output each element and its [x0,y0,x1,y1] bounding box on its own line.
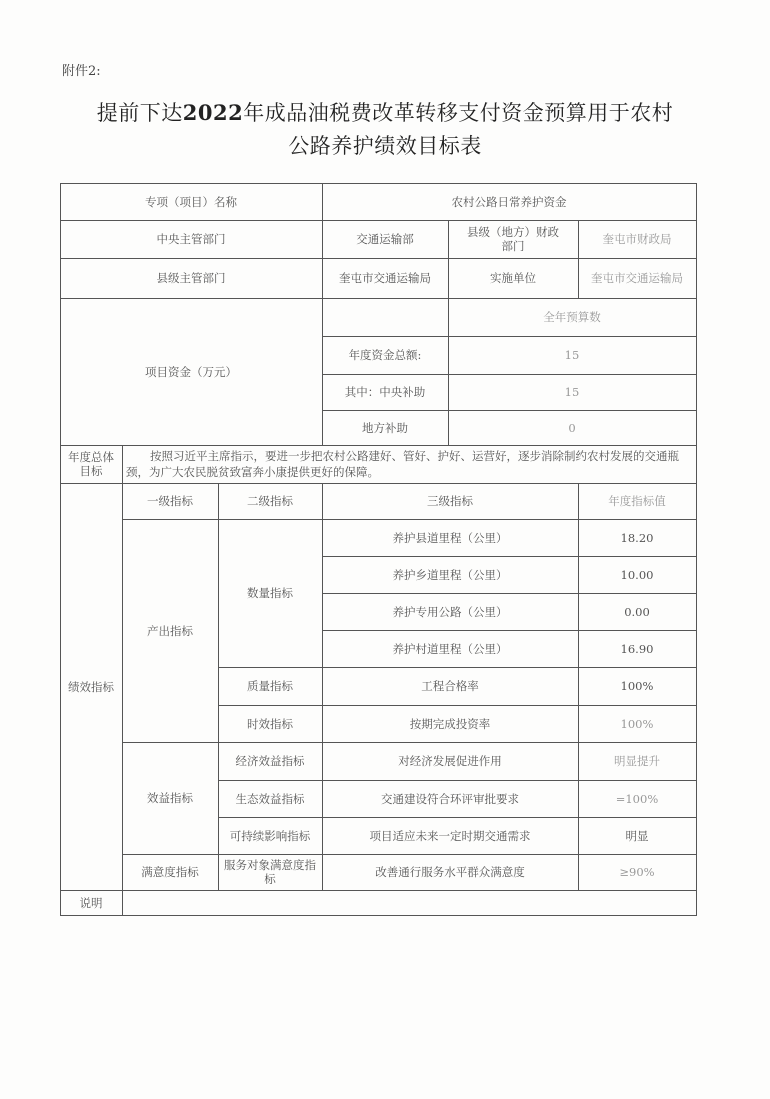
benefit-row-value: =100% [615,791,659,806]
title-line1-rest: 年成品油税费改革转移支付资金预算用于农村 [243,101,674,125]
satisfaction-value: ≥90% [619,865,655,879]
county-dept-value: 奎屯市交通运输局 [339,271,431,285]
header-level1: 一级指标 [147,494,193,508]
quantity-row-value: 16.90 [620,641,654,656]
county-finance-label: 县级（地方）财政部门 [467,225,559,253]
benefit-sub-label: 可持续影响指标 [229,828,311,843]
title-year: 2022 [182,100,244,125]
funds-label: 项目资金（万元） [145,364,237,379]
time-name: 按期完成投资率 [409,716,491,731]
benefit-sub-label: 经济效益指标 [235,754,305,768]
quantity-label: 数量指标 [247,586,293,600]
title-prefix: 提前下达 [96,101,183,125]
quantity-row-value: 18.20 [620,530,654,545]
quantity-row-value: 10.00 [620,567,654,582]
impl-unit-label: 实施单位 [490,271,536,285]
benefit-label: 效益指标 [147,791,193,805]
funds-total-label: 年度资金总额: [348,348,422,362]
benefit-row-name: 对经济发展促进作用 [398,754,502,768]
funds-header: 全年预算数 [543,310,601,324]
quantity-row-name: 养护县道里程（公里） [392,530,508,545]
attachment-label: 附件2: [62,64,101,79]
time-label: 时效指标 [247,716,293,731]
output-label: 产出指标 [147,623,193,638]
time-value: 100% [620,716,654,731]
title-line-2: 公路养护绩效目标表 [288,134,482,158]
benefit-row-name: 交通建设符合环评审批要求 [381,791,519,806]
funds-local-value: 0 [568,420,576,435]
funds-total-value: 15 [564,348,580,362]
benefit-sub-label: 生态效益指标 [235,791,305,806]
funds-central-label: 其中：中央补助 [344,385,426,399]
impl-unit-value: 奎屯市交通运输局 [591,271,683,285]
quantity-row-name: 养护村道里程（公里） [392,641,508,656]
header-level2: 二级指标 [247,494,293,508]
benefit-row-value: 明显 [625,828,649,843]
county-finance-value: 奎屯市财政局 [602,232,672,246]
note-label: 说明 [79,895,103,910]
project-name-value: 农村公路日常养护资金 [451,194,567,209]
quality-value: 100% [620,679,654,693]
quality-label: 质量指标 [247,679,293,693]
funds-local-label: 地方补助 [362,420,408,435]
central-dept-value: 交通运输部 [356,232,414,246]
benefit-row-name: 项目适应未来一定时期交通需求 [369,828,531,843]
quality-name: 工程合格率 [421,679,479,693]
satisfaction-label: 满意度指标 [141,865,199,879]
satisfaction-name: 改善通行服务水平群众满意度 [375,865,525,879]
header-target: 年度指标值 [608,494,666,508]
perf-label: 绩效指标 [68,679,114,694]
central-dept-label: 中央主管部门 [156,232,226,246]
quantity-row-value: 0.00 [624,604,650,619]
annual-goal-text: 按照习近平主席指示，要进一步把农村公路建好、管好、护好、运营好，逐步消除制约农村发展的交通瓶颈，为广大农民脱贫致富奔小康提供更好的保障。 [126,449,679,479]
quantity-row-name: 养护乡道里程（公里） [392,567,508,582]
satisfaction-sub-label: 服务对象满意度指标 [224,858,316,886]
funds-central-value: 15 [564,385,580,399]
county-dept-label: 县级主管部门 [156,271,226,285]
benefit-row-value: 明显提升 [614,754,660,768]
project-name-label: 专项（项目）名称 [145,194,237,209]
header-level3: 三级指标 [427,494,473,508]
annual-goal-label: 年度总体目标 [68,450,114,478]
quantity-row-name: 养护专用公路（公里） [392,604,508,619]
